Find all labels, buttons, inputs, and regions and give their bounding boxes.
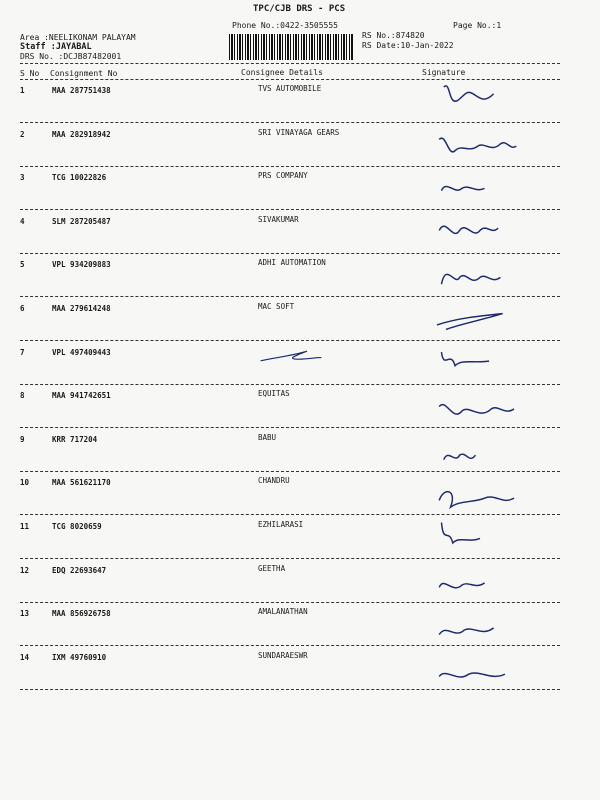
area-label: Area :NEELIKONAM PALAYAM — [20, 33, 136, 42]
signature — [430, 128, 530, 162]
row-consignee: SIVAKUMAR — [258, 214, 299, 224]
row-divider — [20, 166, 560, 167]
row-divider — [20, 296, 560, 297]
row-serial-number: 8 — [20, 391, 25, 401]
signature — [430, 78, 530, 112]
row-consignment-number: KRR 717204 — [52, 434, 98, 444]
page-number: Page No.:1 — [453, 21, 502, 30]
row-serial-number: 13 — [20, 609, 30, 619]
row-consignment-number: MAA 941742651 — [52, 391, 111, 401]
row-consignee: CHANDRU — [258, 476, 290, 486]
header-divider — [20, 63, 560, 64]
row-consignee: TVS AUTOMOBILE — [258, 84, 322, 93]
row-divider — [20, 340, 560, 341]
column-header-signature: Signature — [422, 68, 466, 77]
row-serial-number: 11 — [20, 522, 30, 531]
signature — [430, 393, 530, 427]
row-serial-number: 10 — [20, 478, 30, 488]
row-consignment-number: MAA 279614248 — [52, 304, 111, 313]
row-serial-number: 3 — [20, 173, 25, 183]
column-header-consignment: Consignment No — [50, 69, 118, 78]
signature — [430, 257, 530, 291]
signature — [430, 518, 530, 552]
row-serial-number: 2 — [20, 129, 25, 139]
drs-number: DRS No. :DCJB87482001 — [20, 52, 122, 61]
rs-date: RS Date:10-Jan-2022 — [362, 41, 454, 50]
signature — [430, 612, 530, 646]
signature — [430, 567, 530, 601]
row-serial-number: 12 — [20, 565, 30, 575]
signature — [430, 343, 530, 377]
row-divider — [20, 427, 560, 428]
signature — [430, 480, 530, 514]
row-consignee: MAC SOFT — [258, 302, 295, 311]
row-serial-number: 14 — [20, 652, 30, 662]
row-consignee: EZHILARASI — [258, 520, 304, 529]
consignee-scribble — [256, 348, 326, 364]
row-consignee: SUNDARAESWR — [258, 650, 308, 660]
staff-label: Staff :JAYABAL — [20, 42, 92, 52]
row-divider — [20, 689, 560, 690]
document-title: TPC/CJB DRS - PCS — [253, 4, 346, 14]
row-consignee: SRI VINAYAGA GEARS — [258, 127, 340, 137]
column-header-consignee: Consignee Details — [241, 68, 323, 77]
row-divider — [20, 514, 560, 515]
row-consignee: GEETHA — [258, 563, 286, 573]
row-serial-number: 1 — [20, 86, 25, 95]
row-consignee: EQUITAS — [258, 389, 290, 399]
row-divider — [20, 122, 560, 123]
row-consignee: AMALANATHAN — [258, 607, 308, 617]
signature — [430, 437, 530, 471]
row-serial-number: 6 — [20, 304, 25, 313]
barcode — [229, 34, 353, 60]
phone-number: Phone No.:0422-3505555 — [232, 21, 338, 30]
row-divider — [20, 558, 560, 559]
signature — [430, 210, 530, 244]
signature — [430, 656, 530, 690]
row-divider — [20, 645, 560, 646]
row-consignment-number: MAA 856926758 — [52, 609, 111, 619]
row-divider — [20, 253, 560, 254]
row-serial-number: 7 — [20, 347, 25, 357]
row-consignment-number: MAA 561621170 — [52, 478, 111, 488]
row-serial-number: 5 — [20, 260, 25, 270]
row-serial-number: 9 — [20, 434, 25, 444]
row-consignment-number: TCG 10022826 — [52, 173, 107, 183]
column-header-sno: S No — [20, 69, 40, 78]
row-serial-number: 4 — [20, 216, 25, 226]
row-consignment-number: VPL 934209883 — [52, 260, 111, 270]
signature — [430, 300, 530, 334]
rs-number: RS No.:874820 — [362, 31, 425, 40]
row-consignment-number: EDQ 22693647 — [52, 565, 107, 575]
row-consignment-number: SLM 287205487 — [52, 216, 111, 226]
row-consignee: BABU — [258, 432, 277, 442]
row-consignment-number: TCG 8020659 — [52, 522, 102, 531]
row-consignment-number: MAA 282918942 — [52, 129, 111, 139]
row-consignment-number: MAA 287751438 — [52, 86, 111, 95]
row-divider — [20, 602, 560, 603]
row-divider — [20, 384, 560, 385]
row-consignment-number: IXM 49760910 — [52, 652, 107, 662]
row-consignment-number: VPL 497409443 — [52, 347, 111, 357]
signature — [430, 168, 530, 202]
row-divider — [20, 471, 560, 472]
row-consignee: ADHI AUTOMATION — [258, 258, 326, 268]
row-consignee: PRS COMPANY — [258, 171, 308, 181]
